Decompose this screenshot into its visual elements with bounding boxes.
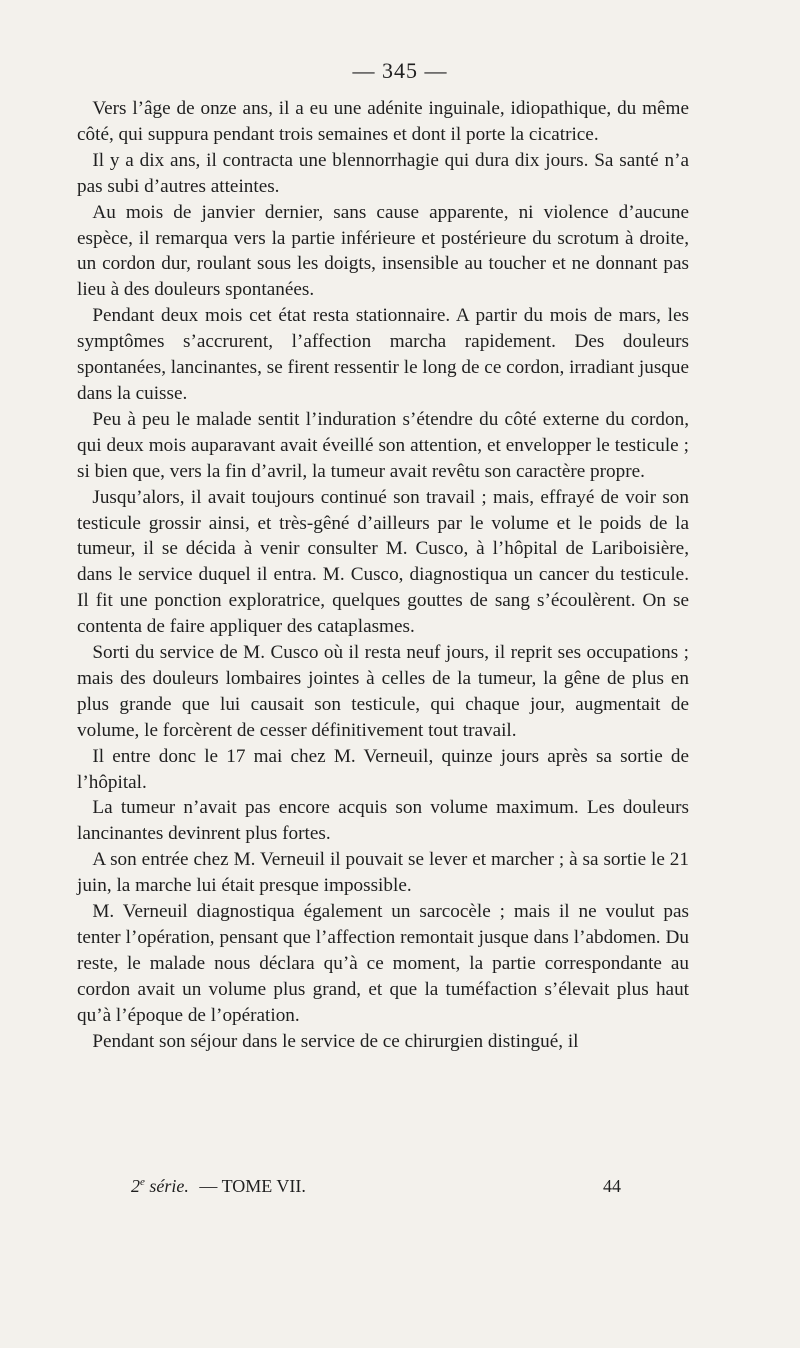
series-word: série. bbox=[149, 1176, 189, 1196]
series-number: 2 bbox=[131, 1176, 140, 1196]
page-number: — 345 — bbox=[352, 58, 448, 83]
paragraph: La tumeur n’avait pas encore acquis son volume maximum. Les douleurs lancinantes devinrent plus fortes. bbox=[77, 797, 689, 845]
signature-line bbox=[131, 1176, 621, 1197]
series-label bbox=[131, 1176, 189, 1196]
paragraph: Vers l’âge de onze ans, il a eu une adénite inguinale, idiopathique, du même côté, qui suppura pendant trois semaines et dont il porte la cicatrice. bbox=[77, 98, 689, 145]
paragraph: Au mois de janvier dernier, sans cause apparente, ni violence d’aucune espèce, il remarqua vers la partie inférieure et postérieure du scrotum à droite, un cordon dur, roulant sous les doigts, insensible au toucher et ne donnant pas lieu à des douleurs spontanées. bbox=[77, 201, 689, 301]
body-text bbox=[77, 96, 689, 1055]
paragraph: Pendant son séjour dans le service de ce chirurgien distingué, il bbox=[92, 1030, 579, 1052]
series-superscript: e bbox=[140, 1176, 145, 1188]
paragraph: A son entrée chez M. Verneuil il pouvait se lever et marcher ; à sa sortie le 21 juin, la marche lui était presque impossible. bbox=[77, 849, 689, 897]
paragraph: Il y a dix ans, il contracta une blennorrhagie qui dura dix jours. Sa santé n’a pas subi d’autres atteintes. bbox=[77, 149, 689, 197]
paragraph: M. Verneuil diagnostiqua également un sarcocèle ; mais il ne voulut pas tenter l’opération, pensant que l’affection remontait jusque dans l’abdomen. Du reste, le malade nous déclara qu’à ce moment, la partie correspondante au cordon avait un volume plus grand, et que la tuméfaction s’élevait plus haut qu’à l’époque de l’opération. bbox=[77, 901, 689, 1026]
paragraph: Il entre donc le 17 mai chez M. Verneuil, quinze jours après sa sortie de l’hôpital. bbox=[77, 745, 689, 793]
tome-label: — TOME VII. bbox=[199, 1176, 306, 1196]
paragraph: Jusqu’alors, il avait toujours continué son travail ; mais, effrayé de voir son testicule grossir ainsi, et très-gêné d’ailleurs par le volume et le poids de la tumeur, il se décida à venir consulter M. Cusco, à l’hôpital de Lariboisière, dans le service duquel il entra. M. Cusco, diagnostiqua un cancer du testicule. Il fit une ponction exploratrice, quelques gouttes de sang s’écoulèrent. On se contenta de faire appliquer des cataplasmes. bbox=[77, 486, 689, 638]
paragraph: Peu à peu le malade sentit l’induration s’étendre du côté externe du cordon, qui deux mois auparavant avait éveillé son attention, et envelopper le testicule ; si bien que, vers la fin d’avril, la tumeur avait revêtu son caractère propre. bbox=[77, 408, 689, 482]
folio-number: 44 bbox=[603, 1176, 621, 1196]
paragraph: Pendant deux mois cet état resta stationnaire. A partir du mois de mars, les symptômes s’accrurent, l’affection marcha rapidement. Des douleurs spontanées, lancinantes, se firent ressentir le long de ce cordon, irradiant jusque dans la cuisse. bbox=[77, 305, 689, 404]
paragraph: Sorti du service de M. Cusco où il resta neuf jours, il reprit ses occupations ; mais des douleurs lombaires jointes à celles de la tumeur, la gêne de plus en plus grande que lui causait son testicule, qui chaque jour, augmentait de volume, le forcèrent de cesser définitivement tout travail. bbox=[77, 642, 689, 741]
